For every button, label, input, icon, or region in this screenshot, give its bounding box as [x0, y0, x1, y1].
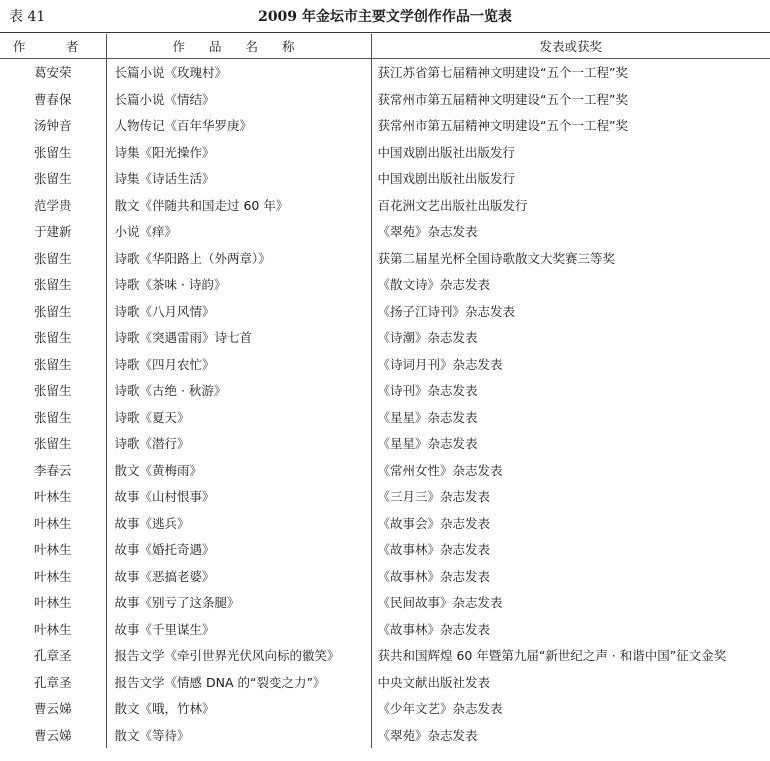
author-cell: 叶林生	[33, 568, 72, 584]
publication-cell: 获常州市第五届精神文明建设“五个一工程”奖	[371, 86, 770, 113]
table-row	[0, 563, 770, 590]
publication-cell: 《诗词月刊》杂志发表	[371, 351, 770, 378]
author-cell: 张留生	[33, 330, 72, 346]
author-cell: 张留生	[33, 436, 72, 452]
work-cell: 人物传记《百年华罗庚》	[106, 112, 371, 139]
work-cell: 故事《逃兵》	[106, 510, 371, 537]
publication-cell: 《散文诗》杂志发表	[371, 271, 770, 298]
work-cell: 长篇小说《情结》	[106, 86, 371, 113]
work-cell: 诗歌《突遇雷雨》诗七首	[106, 324, 371, 351]
publication-cell: 《故事会》杂志发表	[371, 510, 770, 537]
author-cell: 叶林生	[33, 542, 72, 558]
work-cell: 故事《别亏了这条腿》	[106, 589, 371, 616]
work-cell: 诗歌《茶味 · 诗韵》	[106, 271, 371, 298]
author-cell: 曹云娣	[33, 727, 72, 743]
publication-cell: 《翠苑》杂志发表	[371, 218, 770, 245]
author-cell: 张留生	[33, 303, 72, 319]
table-row	[0, 430, 770, 457]
work-cell: 诗歌《华阳路上（外两章）》	[106, 245, 371, 272]
publication-cell: 《星星》杂志发表	[371, 430, 770, 457]
publication-cell: 获共和国辉煌 60 年暨第九届“新世纪之声 · 和谐中国”征文金奖	[371, 642, 770, 669]
author-cell: 张留生	[33, 250, 72, 266]
author-cell: 叶林生	[33, 621, 72, 637]
work-cell: 诗歌《四月农忙》	[106, 351, 371, 378]
author-cell: 张留生	[33, 277, 72, 293]
publication-cell: 《故事林》杂志发表	[371, 616, 770, 643]
work-cell: 报告文学《情感 DNA 的“裂变之力”》	[106, 669, 371, 696]
table-row	[0, 457, 770, 484]
table-row	[0, 298, 770, 325]
table-body	[0, 59, 770, 749]
author-cell: 曹云娣	[33, 701, 72, 717]
table-row	[0, 139, 770, 166]
author-cell: 李春云	[33, 462, 72, 478]
work-cell: 长篇小说《玫瑰村》	[106, 59, 371, 86]
header-row	[0, 34, 770, 59]
work-cell: 报告文学《牵引世界光伏风向标的徽笑》	[106, 642, 371, 669]
author-cell: 葛安荣	[33, 65, 72, 81]
publication-cell: 获第二届星光杯全国诗歌散文大奖赛三等奖	[371, 245, 770, 272]
page-header	[0, 0, 770, 32]
table-row	[0, 669, 770, 696]
publication-cell: 获江苏省第七届精神文明建设“五个一工程”奖	[371, 59, 770, 86]
table-row	[0, 324, 770, 351]
work-cell: 散文《等待》	[106, 722, 371, 749]
author-cell: 于建新	[33, 224, 72, 240]
publication-cell: 《诗潮》杂志发表	[371, 324, 770, 351]
publication-cell: 中国戏剧出版社出版发行	[371, 165, 770, 192]
table-row	[0, 404, 770, 431]
author-cell: 张留生	[33, 356, 72, 372]
author-cell: 张留生	[33, 409, 72, 425]
publication-cell: 获常州市第五届精神文明建设“五个一工程”奖	[371, 112, 770, 139]
publication-cell: 《民间故事》杂志发表	[371, 589, 770, 616]
table-row	[0, 536, 770, 563]
header-author: 作 者	[0, 34, 106, 59]
work-cell: 诗集《阳光操作》	[106, 139, 371, 166]
author-cell: 孔章圣	[33, 674, 72, 690]
table-row	[0, 616, 770, 643]
author-cell: 范学贵	[33, 197, 72, 213]
top-rule	[0, 32, 770, 33]
table-row	[0, 271, 770, 298]
table-row	[0, 59, 770, 86]
work-cell: 诗歌《八月风情》	[106, 298, 371, 325]
work-cell: 故事《恶搞老婆》	[106, 563, 371, 590]
work-cell: 小说《痒》	[106, 218, 371, 245]
author-cell: 张留生	[33, 144, 72, 160]
publication-cell: 《诗刊》杂志发表	[371, 377, 770, 404]
table-number: 表 41	[9, 9, 46, 25]
work-cell: 散文《哦，竹林》	[106, 695, 371, 722]
author-cell: 叶林生	[33, 595, 72, 611]
author-cell: 叶林生	[33, 515, 72, 531]
publication-cell: 《扬子江诗刊》杂志发表	[371, 298, 770, 325]
publication-cell: 《少年文艺》杂志发表	[371, 695, 770, 722]
header-work: 作 品 名 称	[106, 34, 371, 59]
publication-cell: 中国戏剧出版社出版发行	[371, 139, 770, 166]
author-cell: 孔章圣	[33, 648, 72, 664]
table-row	[0, 112, 770, 139]
author-cell: 曹春保	[33, 91, 72, 107]
work-cell: 散文《伴随共和国走过 60 年》	[106, 192, 371, 219]
publication-cell: 《三月三》杂志发表	[371, 483, 770, 510]
table-row	[0, 218, 770, 245]
publication-cell: 《故事林》杂志发表	[371, 536, 770, 563]
table-row	[0, 351, 770, 378]
table-title: 2009 年金坛市主要文学创作作品一览表	[258, 9, 512, 25]
work-cell: 诗歌《古绝 · 秋游》	[106, 377, 371, 404]
publication-cell: 中央文献出版社发表	[371, 669, 770, 696]
table-row	[0, 377, 770, 404]
author-cell: 张留生	[33, 383, 72, 399]
author-cell: 汤钟音	[33, 118, 72, 134]
publication-cell: 《星星》杂志发表	[371, 404, 770, 431]
table-row	[0, 245, 770, 272]
work-cell: 故事《婚托奇遇》	[106, 536, 371, 563]
table-row	[0, 589, 770, 616]
table-row	[0, 642, 770, 669]
works-table	[0, 34, 770, 748]
work-cell: 诗歌《潜行》	[106, 430, 371, 457]
work-cell: 散文《黄梅雨》	[106, 457, 371, 484]
table-row	[0, 86, 770, 113]
publication-cell: 《翠苑》杂志发表	[371, 722, 770, 749]
publication-cell: 《常州女性》杂志发表	[371, 457, 770, 484]
table-row	[0, 192, 770, 219]
table-row	[0, 510, 770, 537]
work-cell: 诗集《诗话生活》	[106, 165, 371, 192]
publication-cell: 《故事林》杂志发表	[371, 563, 770, 590]
table-row	[0, 483, 770, 510]
header-publication: 发表或获奖	[371, 34, 770, 59]
work-cell: 故事《山村恨事》	[106, 483, 371, 510]
publication-cell: 百花洲文艺出版社出版发行	[371, 192, 770, 219]
table-row	[0, 722, 770, 749]
work-cell: 诗歌《夏天》	[106, 404, 371, 431]
work-cell: 故事《千里谋生》	[106, 616, 371, 643]
table-row	[0, 165, 770, 192]
author-cell: 叶林生	[33, 489, 72, 505]
author-cell: 张留生	[33, 171, 72, 187]
table-row	[0, 695, 770, 722]
